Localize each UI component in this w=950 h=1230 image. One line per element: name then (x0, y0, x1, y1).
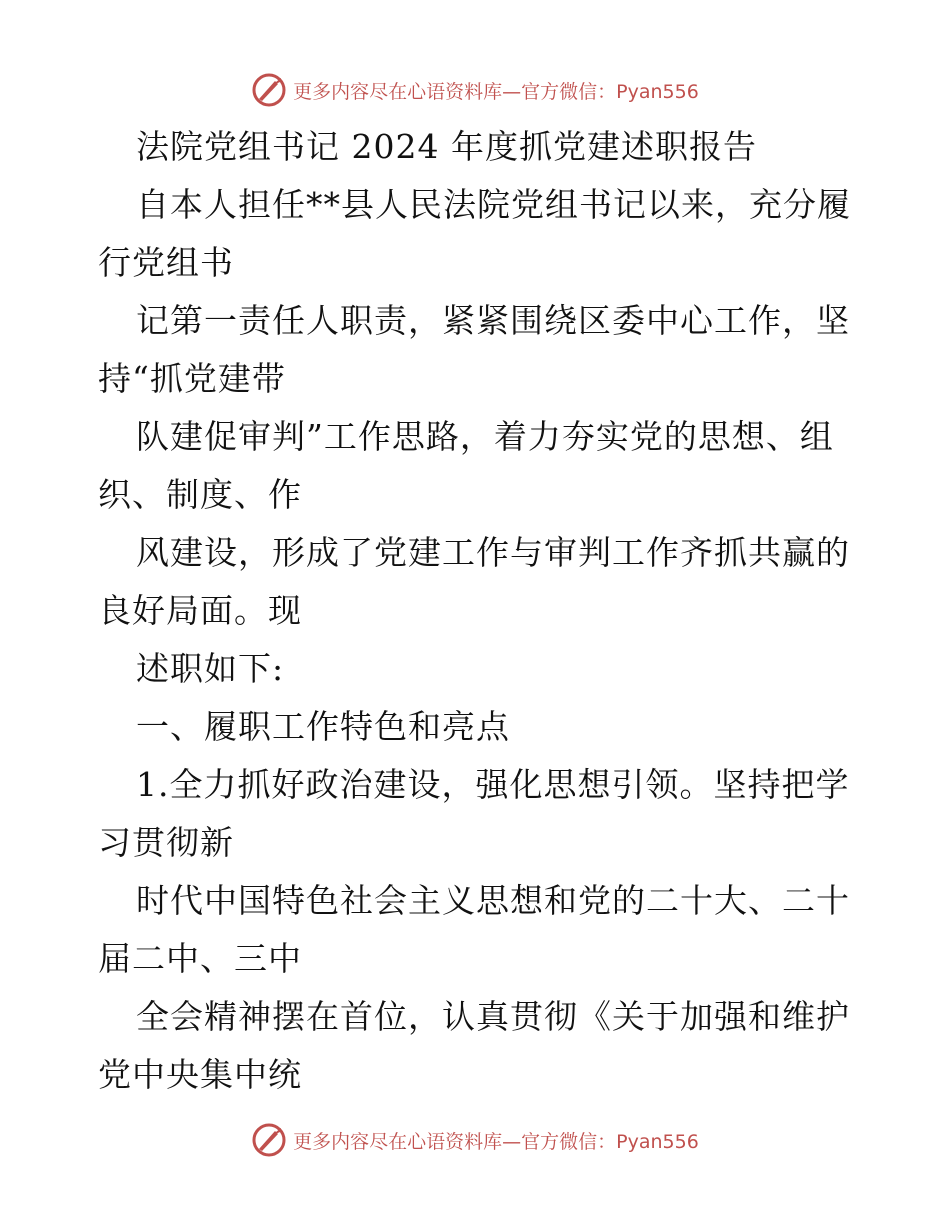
header-banner-text: 更多内容尽在心语资料库—官方微信：Pyan556 (293, 80, 699, 103)
footer-banner-text: 更多内容尽在心语资料库—官方微信：Pyan556 (293, 1130, 699, 1153)
quill-pen-icon (251, 1122, 287, 1158)
paragraph-line: 述职如下: (136, 649, 285, 688)
section-heading: 一、履职工作特色和亮点 (136, 707, 510, 746)
paragraph-line: 织、制度、作 (98, 475, 302, 514)
paragraph-line: 自本人担任**县人民法院党组书记以来，充分履 (136, 185, 851, 224)
paragraph-line: 时代中国特色社会主义思想和党的二十大、二十 (136, 881, 850, 920)
paragraph-line: 持“抓党建带 (98, 359, 286, 398)
paragraph-line: 全会精神摆在首位，认真贯彻《关于加强和维护 (136, 997, 850, 1036)
paragraph-line: 风建设，形成了党建工作与审判工作齐抓共赢的 (136, 533, 850, 572)
footer-watermark-banner (0, 1120, 950, 1160)
paragraph-line: 1.全力抓好政治建设，强化思想引领。坚持把学 (136, 765, 850, 804)
paragraph-line: 良好局面。现 (98, 591, 302, 630)
paragraph-line: 记第一责任人职责，紧紧围绕区委中心工作，坚 (136, 301, 850, 340)
paragraph-line: 党中央集中统 (98, 1055, 302, 1094)
paragraph-line: 行党组书 (98, 243, 234, 282)
document-body (98, 118, 858, 1104)
paragraph-line: 队建促审判”工作思路，着力夯实党的思想、组 (136, 417, 834, 456)
header-watermark-banner (0, 70, 950, 110)
document-title: 法院党组书记 2024 年度抓党建述职报告 (136, 127, 757, 166)
paragraph-line: 届二中、三中 (98, 939, 302, 978)
paragraph-line: 习贯彻新 (98, 823, 234, 862)
quill-pen-icon (251, 72, 287, 108)
